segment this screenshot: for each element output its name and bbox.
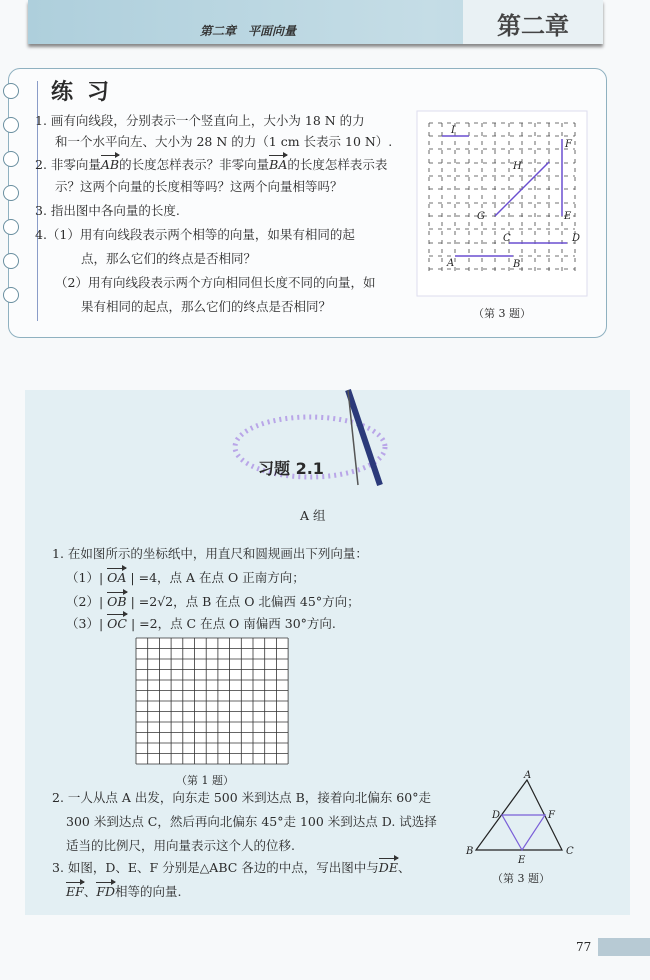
vector-ba: BA <box>269 157 288 172</box>
text: | =2√2，点 B 在点 O 北偏西 45°方向； <box>130 594 360 609</box>
question-2: 2. 非零向量AB的长度怎样表示？非零向量BA的长度怎样表示表 <box>35 157 388 172</box>
label-c: C <box>503 233 511 244</box>
vector-oa: OA <box>107 570 127 585</box>
label-f: F <box>548 810 555 821</box>
group-label: A 组 <box>300 508 326 523</box>
ring-icon <box>3 287 19 303</box>
triangle-figure <box>462 768 582 866</box>
question-3: 3. 指出图中各向量的长度. <box>35 203 180 218</box>
exercise-1: 1. 在如图所示的坐标纸中，用直尺和圆规画出下列向量： <box>52 546 368 561</box>
vector-oc: OC <box>107 616 127 631</box>
exercise-2-cont2: 适当的比例尺，用向量表示这个人的位移. <box>66 838 295 853</box>
text: | =4，点 A 在点 O 正南方向； <box>130 570 305 585</box>
text: 的长度怎样表示？非零向量 <box>119 157 270 172</box>
exercise-3 <box>52 860 410 876</box>
ring-icon <box>3 185 19 201</box>
label-a: A <box>447 258 455 269</box>
label-a: A <box>524 770 532 781</box>
text: （2）| <box>66 594 104 609</box>
vector-ob: OB <box>107 594 127 609</box>
label-g: G <box>477 211 485 222</box>
exercise-1-1 <box>66 570 305 586</box>
ring-icon <box>3 117 19 133</box>
chapter-header <box>28 0 603 44</box>
figure-3-caption: （第 3 题） <box>492 872 550 885</box>
vector-de: DE <box>378 860 398 875</box>
label-b: B <box>513 259 521 270</box>
ring-icon <box>3 151 19 167</box>
text: 、 <box>397 860 411 875</box>
question-4-1-cont: 点，那么它们的终点是否相同？ <box>81 251 257 266</box>
label-e: E <box>564 211 572 222</box>
question-4-2: （2）用有向线段表示两个方向相同但长度不同的向量，如 <box>55 275 376 290</box>
ring-icon <box>3 253 19 269</box>
vector-ef: EF <box>66 884 84 899</box>
exercise-1-3 <box>66 616 336 632</box>
ring-icon <box>3 83 19 99</box>
label-c: C <box>566 846 574 857</box>
text: 3. 如图，D、E、F 分别是△ABC 各边的中点，写出图中与 <box>52 860 379 875</box>
text: （1）| <box>66 570 104 585</box>
label-d: D <box>492 810 501 821</box>
section-title: 第二章 平面向量 <box>200 24 297 38</box>
ring-icon <box>3 219 19 235</box>
text: 、 <box>83 884 97 899</box>
figure-1-caption: （第 1 题） <box>176 774 234 787</box>
label-d: D <box>572 233 581 244</box>
question-1: 1. 画有向线段，分别表示一个竖直向上，大小为 18 N 的力 <box>35 113 365 128</box>
question-4-1: 4.（1）用有向线段表示两个相等的向量，如果有相同的起 <box>35 227 355 242</box>
chapter-label: 第二章 <box>463 0 603 44</box>
exercise-1-2 <box>66 594 360 610</box>
label-b: B <box>466 846 474 857</box>
label-e: E <box>518 855 526 866</box>
vector-ab: AB <box>100 157 120 172</box>
vector-grid-figure <box>417 111 587 296</box>
page-number: 77 <box>576 940 592 954</box>
coordinate-grid <box>134 636 290 768</box>
text: 相等的向量. <box>115 884 182 899</box>
vector-fd: FD <box>96 884 116 899</box>
question-4-2-cont: 果有相同的起点，那么它们的终点是否相同？ <box>81 299 332 314</box>
exercise-title: 习题 2.1 <box>258 459 324 478</box>
text: | =2，点 C 在点 O 南偏西 30°方向. <box>130 616 336 631</box>
question-1-cont: 和一个水平向左、大小为 28 N 的力（1 cm 长表示 10 N）. <box>55 134 393 149</box>
practice-title: 练习 <box>51 80 124 105</box>
text: （3）| <box>66 616 104 631</box>
exercise-2: 2. 一人从点 A 出发，向东走 500 米到达点 B，接着向北偏东 60°走 <box>52 790 431 805</box>
exercise-2-cont: 300 米到达点 C，然后再向北偏东 45°走 100 米到达点 D. 试选择 <box>66 814 437 829</box>
exercise-3-cont <box>66 884 182 900</box>
figure-caption: （第 3 题） <box>473 307 531 320</box>
text: 2. 非零向量 <box>35 157 101 172</box>
label-f: F <box>565 139 572 150</box>
page-bar <box>598 938 650 956</box>
practice-box <box>8 68 607 338</box>
label-h: H <box>513 161 522 172</box>
label-i: I <box>451 125 455 136</box>
question-2-cont: 示？这两个向量的长度相等吗？这两个向量相等吗？ <box>55 179 343 194</box>
text: 的长度怎样表示 <box>287 157 375 172</box>
